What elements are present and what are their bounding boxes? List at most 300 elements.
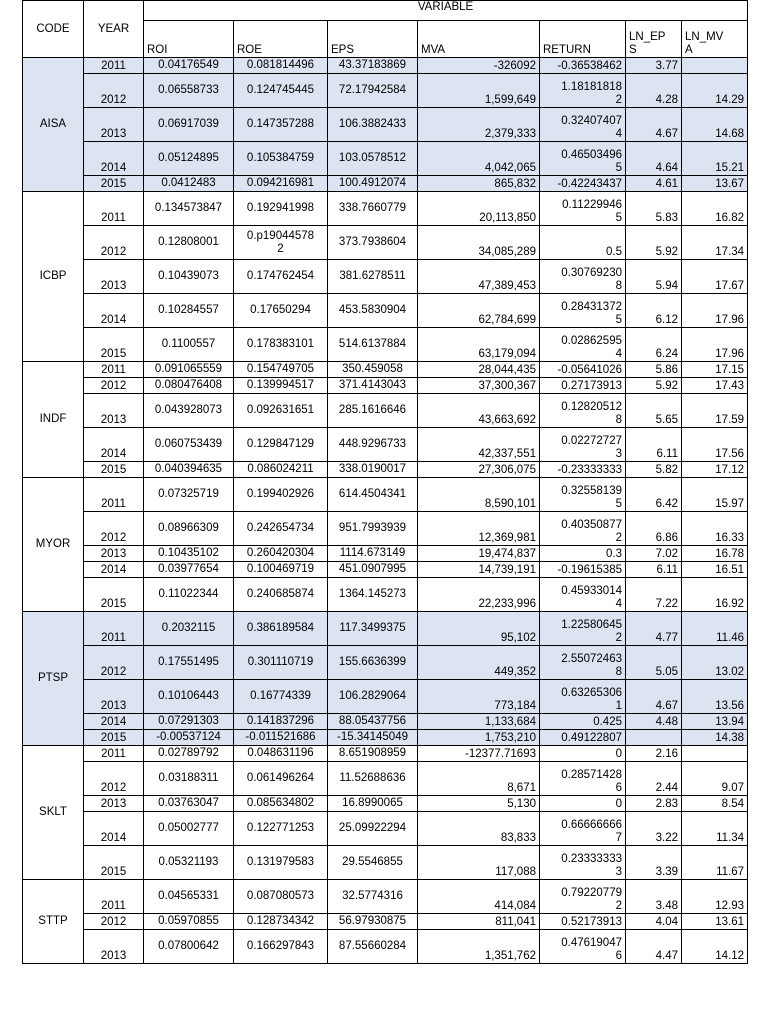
cell-year: 2012 bbox=[84, 512, 144, 546]
cell-roi: 0.06558733 bbox=[144, 74, 234, 108]
cell-roe: 0.122771253 bbox=[234, 812, 328, 846]
cell-ln-mva: 17.34 bbox=[682, 226, 748, 260]
cell-roe: -0.011521686 bbox=[234, 730, 328, 746]
cell-return: 0.49122807 bbox=[540, 730, 626, 746]
cell-roi: 0.05124895 bbox=[144, 142, 234, 176]
cell-ln-mva: 15.21 bbox=[682, 142, 748, 176]
cell-mva: 63,179,094 bbox=[418, 328, 540, 362]
table-row bbox=[23, 362, 748, 378]
header-return: RETURN bbox=[540, 21, 626, 58]
cell-roe: 0.100469719 bbox=[234, 562, 328, 578]
cell-ln-eps: 5.65 bbox=[626, 394, 682, 428]
cell-mva: 8,671 bbox=[418, 762, 540, 796]
cell-roe: 0.301110719 bbox=[234, 646, 328, 680]
cell-ln-mva: 17.96 bbox=[682, 328, 748, 362]
cell-return: 2.55072463 8 bbox=[540, 646, 626, 680]
table-row bbox=[23, 176, 748, 192]
cell-year: 2012 bbox=[84, 646, 144, 680]
header-variable: VARIABLE bbox=[144, 1, 748, 21]
cell-ln-mva: 12.93 bbox=[682, 880, 748, 914]
cell-ln-mva: 13.94 bbox=[682, 714, 748, 730]
cell-mva: 14,739,191 bbox=[418, 562, 540, 578]
cell-year: 2015 bbox=[84, 846, 144, 880]
cell-roi: 0.080476408 bbox=[144, 378, 234, 394]
table-row bbox=[23, 546, 748, 562]
company-code: AISA bbox=[23, 58, 84, 192]
cell-ln-eps: 4.61 bbox=[626, 176, 682, 192]
cell-mva: 414,084 bbox=[418, 880, 540, 914]
cell-eps: 155.6636399 bbox=[328, 646, 418, 680]
cell-year: 2013 bbox=[84, 796, 144, 812]
cell-mva: 2,379,333 bbox=[418, 108, 540, 142]
cell-return: 0.425 bbox=[540, 714, 626, 730]
cell-ln-mva: 11.34 bbox=[682, 812, 748, 846]
cell-year: 2014 bbox=[84, 714, 144, 730]
cell-eps: 43.37183869 bbox=[328, 58, 418, 74]
cell-mva: 1,133,684 bbox=[418, 714, 540, 730]
cell-roe: 0.199402926 bbox=[234, 478, 328, 512]
cell-ln-eps: 7.02 bbox=[626, 546, 682, 562]
cell-return: -0.23333333 bbox=[540, 462, 626, 478]
cell-year: 2015 bbox=[84, 462, 144, 478]
cell-year: 2012 bbox=[84, 378, 144, 394]
cell-eps: 951.7993939 bbox=[328, 512, 418, 546]
cell-ln-mva: 17.56 bbox=[682, 428, 748, 462]
cell-roi: 0.05321193 bbox=[144, 846, 234, 880]
table-row bbox=[23, 74, 748, 108]
cell-return: 0.32558139 5 bbox=[540, 478, 626, 512]
cell-eps: 285.1616646 bbox=[328, 394, 418, 428]
cell-ln-eps: 6.12 bbox=[626, 294, 682, 328]
cell-roe: 0.086024211 bbox=[234, 462, 328, 478]
header-ln-eps: LN_EP S bbox=[626, 21, 682, 58]
cell-eps: 32.5774316 bbox=[328, 880, 418, 914]
cell-ln-eps: 3.22 bbox=[626, 812, 682, 846]
cell-roi: 0.06917039 bbox=[144, 108, 234, 142]
cell-ln-mva: 16.51 bbox=[682, 562, 748, 578]
cell-return: 0 bbox=[540, 796, 626, 812]
cell-mva: 865,832 bbox=[418, 176, 540, 192]
cell-year: 2011 bbox=[84, 880, 144, 914]
cell-roi: 0.03977654 bbox=[144, 562, 234, 578]
cell-mva: 4,042,065 bbox=[418, 142, 540, 176]
table-row bbox=[23, 378, 748, 394]
cell-roe: 0.192941998 bbox=[234, 192, 328, 226]
cell-return: 0.32407407 4 bbox=[540, 108, 626, 142]
table-row bbox=[23, 462, 748, 478]
cell-mva: 19,474,837 bbox=[418, 546, 540, 562]
cell-eps: 11.52688636 bbox=[328, 762, 418, 796]
cell-roe: 0.139994517 bbox=[234, 378, 328, 394]
cell-ln-eps: 3.77 bbox=[626, 58, 682, 74]
table-row bbox=[23, 714, 748, 730]
cell-eps: 338.7660779 bbox=[328, 192, 418, 226]
cell-roi: -0.00537124 bbox=[144, 730, 234, 746]
cell-roi: 0.12808001 bbox=[144, 226, 234, 260]
cell-roe: 0.260420304 bbox=[234, 546, 328, 562]
cell-year: 2015 bbox=[84, 176, 144, 192]
cell-eps: 29.5546855 bbox=[328, 846, 418, 880]
cell-year: 2013 bbox=[84, 546, 144, 562]
table-row bbox=[23, 680, 748, 714]
cell-roe: 0.092631651 bbox=[234, 394, 328, 428]
cell-return: 0.02272727 3 bbox=[540, 428, 626, 462]
cell-eps: 25.09922294 bbox=[328, 812, 418, 846]
cell-roe: 0.166297843 bbox=[234, 930, 328, 964]
cell-year: 2011 bbox=[84, 746, 144, 762]
table-body bbox=[23, 58, 748, 964]
cell-roe: 0.240685874 bbox=[234, 578, 328, 612]
cell-mva: 27,306,075 bbox=[418, 462, 540, 478]
cell-roi: 0.040394635 bbox=[144, 462, 234, 478]
cell-return: 0.66666666 7 bbox=[540, 812, 626, 846]
cell-roi: 0.10439073 bbox=[144, 260, 234, 294]
cell-roe: 0.154749705 bbox=[234, 362, 328, 378]
cell-ln-mva: 17.96 bbox=[682, 294, 748, 328]
cell-return: 0.40350877 2 bbox=[540, 512, 626, 546]
cell-ln-eps: 4.28 bbox=[626, 74, 682, 108]
cell-roe: 0.085634802 bbox=[234, 796, 328, 812]
cell-eps: 56.97930875 bbox=[328, 914, 418, 930]
cell-mva: 811,041 bbox=[418, 914, 540, 930]
cell-ln-mva: 16.82 bbox=[682, 192, 748, 226]
table-row bbox=[23, 226, 748, 260]
header-mva: MVA bbox=[418, 21, 540, 58]
cell-roi: 0.0412483 bbox=[144, 176, 234, 192]
cell-roe: 0.386189584 bbox=[234, 612, 328, 646]
data-table bbox=[22, 0, 748, 964]
cell-ln-eps: 4.77 bbox=[626, 612, 682, 646]
cell-roe: 0.081814496 bbox=[234, 58, 328, 74]
cell-year: 2014 bbox=[84, 812, 144, 846]
cell-mva: 62,784,699 bbox=[418, 294, 540, 328]
cell-ln-mva: 16.33 bbox=[682, 512, 748, 546]
cell-year: 2012 bbox=[84, 762, 144, 796]
table-row bbox=[23, 260, 748, 294]
cell-ln-eps: 5.92 bbox=[626, 378, 682, 394]
cell-mva: -326092 bbox=[418, 58, 540, 74]
table-row bbox=[23, 612, 748, 646]
cell-roe: 0.131979583 bbox=[234, 846, 328, 880]
cell-mva: 47,389,453 bbox=[418, 260, 540, 294]
cell-ln-eps: 4.48 bbox=[626, 714, 682, 730]
cell-roi: 0.060753439 bbox=[144, 428, 234, 462]
cell-ln-eps: 4.64 bbox=[626, 142, 682, 176]
cell-eps: 381.6278511 bbox=[328, 260, 418, 294]
cell-mva: 28,044,435 bbox=[418, 362, 540, 378]
cell-roe: 0.094216981 bbox=[234, 176, 328, 192]
cell-eps: 117.3499375 bbox=[328, 612, 418, 646]
cell-roi: 0.043928073 bbox=[144, 394, 234, 428]
cell-mva: 1,351,762 bbox=[418, 930, 540, 964]
table-row bbox=[23, 512, 748, 546]
cell-mva: 12,369,981 bbox=[418, 512, 540, 546]
table-row bbox=[23, 746, 748, 762]
cell-eps: 106.3882433 bbox=[328, 108, 418, 142]
cell-roi: 0.03188311 bbox=[144, 762, 234, 796]
cell-ln-eps: 6.11 bbox=[626, 428, 682, 462]
cell-roe: 0.178383101 bbox=[234, 328, 328, 362]
company-code: ICBP bbox=[23, 192, 84, 362]
cell-roi: 0.07800642 bbox=[144, 930, 234, 964]
table-row bbox=[23, 394, 748, 428]
cell-eps: 1364.145273 bbox=[328, 578, 418, 612]
cell-year: 2014 bbox=[84, 562, 144, 578]
cell-mva: 43,663,692 bbox=[418, 394, 540, 428]
cell-roi: 0.11022344 bbox=[144, 578, 234, 612]
header-code: CODE bbox=[23, 1, 84, 58]
cell-roi: 0.2032115 bbox=[144, 612, 234, 646]
company-code: MYOR bbox=[23, 478, 84, 612]
cell-ln-eps: 6.86 bbox=[626, 512, 682, 546]
cell-return: 0.3 bbox=[540, 546, 626, 562]
cell-year: 2013 bbox=[84, 260, 144, 294]
cell-ln-mva: 17.43 bbox=[682, 378, 748, 394]
cell-roi: 0.07291303 bbox=[144, 714, 234, 730]
cell-ln-mva: 14.12 bbox=[682, 930, 748, 964]
cell-mva: 773,184 bbox=[418, 680, 540, 714]
table-row bbox=[23, 930, 748, 964]
cell-return: 0.47619047 6 bbox=[540, 930, 626, 964]
cell-roi: 0.07325719 bbox=[144, 478, 234, 512]
cell-eps: -15.34145049 bbox=[328, 730, 418, 746]
cell-ln-mva bbox=[682, 746, 748, 762]
cell-ln-mva: 14.38 bbox=[682, 730, 748, 746]
header-eps: EPS bbox=[328, 21, 418, 58]
cell-roe: 0.128734342 bbox=[234, 914, 328, 930]
cell-ln-mva: 13.02 bbox=[682, 646, 748, 680]
cell-year: 2012 bbox=[84, 226, 144, 260]
cell-roi: 0.04565331 bbox=[144, 880, 234, 914]
cell-ln-mva: 13.56 bbox=[682, 680, 748, 714]
cell-return: 1.18181818 2 bbox=[540, 74, 626, 108]
table-row bbox=[23, 796, 748, 812]
cell-ln-eps: 6.42 bbox=[626, 478, 682, 512]
table-row bbox=[23, 192, 748, 226]
cell-ln-eps: 5.86 bbox=[626, 362, 682, 378]
cell-mva: 20,113,850 bbox=[418, 192, 540, 226]
cell-eps: 72.17942584 bbox=[328, 74, 418, 108]
cell-year: 2011 bbox=[84, 612, 144, 646]
cell-return: 0.52173913 bbox=[540, 914, 626, 930]
cell-year: 2013 bbox=[84, 930, 144, 964]
cell-mva: 37,300,367 bbox=[418, 378, 540, 394]
cell-ln-eps: 2.83 bbox=[626, 796, 682, 812]
cell-ln-eps: 6.24 bbox=[626, 328, 682, 362]
cell-return: -0.19615385 bbox=[540, 562, 626, 578]
company-code: SKLT bbox=[23, 746, 84, 880]
cell-ln-eps: 5.83 bbox=[626, 192, 682, 226]
cell-eps: 371.4143043 bbox=[328, 378, 418, 394]
cell-ln-eps: 2.44 bbox=[626, 762, 682, 796]
cell-roe: 0.174762454 bbox=[234, 260, 328, 294]
table-row bbox=[23, 108, 748, 142]
cell-year: 2015 bbox=[84, 578, 144, 612]
cell-ln-mva: 13.67 bbox=[682, 176, 748, 192]
table-row bbox=[23, 328, 748, 362]
cell-roi: 0.05002777 bbox=[144, 812, 234, 846]
cell-mva: 22,233,996 bbox=[418, 578, 540, 612]
cell-eps: 103.0578512 bbox=[328, 142, 418, 176]
cell-return: 0.27173913 bbox=[540, 378, 626, 394]
cell-roe: 0.129847129 bbox=[234, 428, 328, 462]
cell-mva: 117,088 bbox=[418, 846, 540, 880]
cell-mva: 1,753,210 bbox=[418, 730, 540, 746]
cell-eps: 614.4504341 bbox=[328, 478, 418, 512]
cell-roe: 0.16774339 bbox=[234, 680, 328, 714]
cell-year: 2013 bbox=[84, 394, 144, 428]
cell-eps: 1114.673149 bbox=[328, 546, 418, 562]
cell-ln-mva: 11.67 bbox=[682, 846, 748, 880]
cell-year: 2014 bbox=[84, 294, 144, 328]
cell-return: 0.46503496 5 bbox=[540, 142, 626, 176]
table-row bbox=[23, 762, 748, 796]
header-year: YEAR bbox=[84, 1, 144, 58]
cell-return: 0.28431372 5 bbox=[540, 294, 626, 328]
table-row bbox=[23, 562, 748, 578]
cell-year: 2014 bbox=[84, 142, 144, 176]
cell-return: 0.63265306 1 bbox=[540, 680, 626, 714]
table-row bbox=[23, 142, 748, 176]
cell-return: 0.23333333 3 bbox=[540, 846, 626, 880]
cell-return: 0.79220779 2 bbox=[540, 880, 626, 914]
cell-roi: 0.17551495 bbox=[144, 646, 234, 680]
cell-year: 2011 bbox=[84, 58, 144, 74]
cell-ln-eps: 5.94 bbox=[626, 260, 682, 294]
cell-roe: 0.105384759 bbox=[234, 142, 328, 176]
cell-roi: 0.10284557 bbox=[144, 294, 234, 328]
table-row bbox=[23, 294, 748, 328]
cell-roi: 0.10435102 bbox=[144, 546, 234, 562]
cell-roe: 0.147357288 bbox=[234, 108, 328, 142]
company-code: STTP bbox=[23, 880, 84, 964]
cell-roe: 0.p19044578 2 bbox=[234, 226, 328, 260]
cell-ln-mva: 17.12 bbox=[682, 462, 748, 478]
table-row bbox=[23, 730, 748, 746]
table-header bbox=[23, 1, 748, 58]
cell-year: 2013 bbox=[84, 680, 144, 714]
company-code: PTSP bbox=[23, 612, 84, 746]
cell-ln-mva: 8.54 bbox=[682, 796, 748, 812]
cell-ln-mva: 14.29 bbox=[682, 74, 748, 108]
cell-ln-mva: 17.15 bbox=[682, 362, 748, 378]
cell-roi: 0.05970855 bbox=[144, 914, 234, 930]
cell-ln-eps: 2.16 bbox=[626, 746, 682, 762]
cell-roi: 0.02789792 bbox=[144, 746, 234, 762]
cell-return: 0.30769230 8 bbox=[540, 260, 626, 294]
cell-year: 2011 bbox=[84, 362, 144, 378]
cell-year: 2014 bbox=[84, 428, 144, 462]
cell-eps: 100.4912074 bbox=[328, 176, 418, 192]
table-row bbox=[23, 880, 748, 914]
header-roe: ROE bbox=[234, 21, 328, 58]
cell-roi: 0.04176549 bbox=[144, 58, 234, 74]
cell-ln-eps: 3.39 bbox=[626, 846, 682, 880]
cell-return: 1.22580645 2 bbox=[540, 612, 626, 646]
cell-mva: 8,590,101 bbox=[418, 478, 540, 512]
cell-ln-eps: 4.67 bbox=[626, 108, 682, 142]
table-row bbox=[23, 58, 748, 74]
cell-year: 2012 bbox=[84, 74, 144, 108]
table-row bbox=[23, 428, 748, 462]
cell-ln-eps: 4.47 bbox=[626, 930, 682, 964]
cell-ln-mva: 15.97 bbox=[682, 478, 748, 512]
cell-roe: 0.124745445 bbox=[234, 74, 328, 108]
cell-return: 0.28571428 6 bbox=[540, 762, 626, 796]
cell-return: -0.05641026 bbox=[540, 362, 626, 378]
cell-ln-mva: 17.67 bbox=[682, 260, 748, 294]
company-code: INDF bbox=[23, 362, 84, 478]
cell-mva: 34,085,289 bbox=[418, 226, 540, 260]
cell-roi: 0.10106443 bbox=[144, 680, 234, 714]
cell-ln-mva: 16.92 bbox=[682, 578, 748, 612]
cell-year: 2011 bbox=[84, 478, 144, 512]
cell-roi: 0.134573847 bbox=[144, 192, 234, 226]
cell-ln-eps: 5.82 bbox=[626, 462, 682, 478]
cell-ln-mva: 16.78 bbox=[682, 546, 748, 562]
cell-return: 0.02862595 4 bbox=[540, 328, 626, 362]
cell-ln-eps: 3.48 bbox=[626, 880, 682, 914]
cell-return: 0.45933014 4 bbox=[540, 578, 626, 612]
cell-ln-mva: 14.68 bbox=[682, 108, 748, 142]
cell-ln-mva: 17.59 bbox=[682, 394, 748, 428]
cell-eps: 448.9296733 bbox=[328, 428, 418, 462]
header-roi: ROI bbox=[144, 21, 234, 58]
cell-return: -0.36538462 bbox=[540, 58, 626, 74]
cell-ln-eps: 4.67 bbox=[626, 680, 682, 714]
cell-eps: 106.2829064 bbox=[328, 680, 418, 714]
cell-roe: 0.242654734 bbox=[234, 512, 328, 546]
header-ln-mva: LN_MV A bbox=[682, 21, 748, 58]
cell-return: 0.12820512 8 bbox=[540, 394, 626, 428]
cell-ln-eps: 4.04 bbox=[626, 914, 682, 930]
cell-ln-mva bbox=[682, 58, 748, 74]
cell-roe: 0.087080573 bbox=[234, 880, 328, 914]
cell-mva: -12377.71693 bbox=[418, 746, 540, 762]
cell-ln-mva: 13.61 bbox=[682, 914, 748, 930]
cell-return: 0.11229946 5 bbox=[540, 192, 626, 226]
cell-mva: 83,833 bbox=[418, 812, 540, 846]
cell-year: 2013 bbox=[84, 108, 144, 142]
cell-mva: 95,102 bbox=[418, 612, 540, 646]
cell-return: 0 bbox=[540, 746, 626, 762]
cell-eps: 514.6137884 bbox=[328, 328, 418, 362]
cell-eps: 16.8990065 bbox=[328, 796, 418, 812]
cell-roe: 0.048631196 bbox=[234, 746, 328, 762]
cell-year: 2015 bbox=[84, 730, 144, 746]
cell-ln-eps bbox=[626, 730, 682, 746]
cell-return: -0.42243437 bbox=[540, 176, 626, 192]
table-row bbox=[23, 812, 748, 846]
cell-eps: 88.05437756 bbox=[328, 714, 418, 730]
cell-mva: 1,599,649 bbox=[418, 74, 540, 108]
cell-ln-eps: 7.22 bbox=[626, 578, 682, 612]
cell-ln-eps: 5.05 bbox=[626, 646, 682, 680]
cell-year: 2012 bbox=[84, 914, 144, 930]
cell-ln-mva: 9.07 bbox=[682, 762, 748, 796]
cell-eps: 350.459058 bbox=[328, 362, 418, 378]
cell-roe: 0.141837296 bbox=[234, 714, 328, 730]
table-row bbox=[23, 646, 748, 680]
cell-roi: 0.08966309 bbox=[144, 512, 234, 546]
cell-eps: 338.0190017 bbox=[328, 462, 418, 478]
cell-eps: 373.7938604 bbox=[328, 226, 418, 260]
table-row bbox=[23, 846, 748, 880]
cell-ln-eps: 6.11 bbox=[626, 562, 682, 578]
cell-roi: 0.03763047 bbox=[144, 796, 234, 812]
cell-mva: 449,352 bbox=[418, 646, 540, 680]
table-row bbox=[23, 478, 748, 512]
